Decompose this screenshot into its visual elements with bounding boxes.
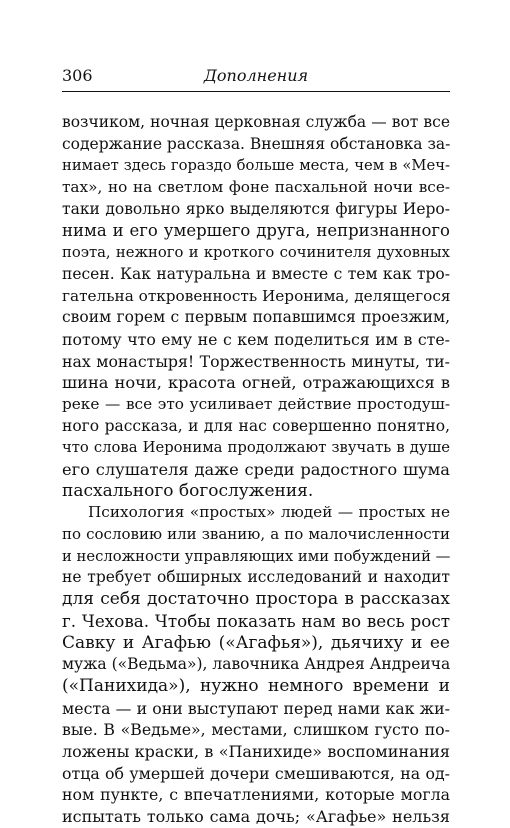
text-line: его слушателя даже среди радостного шума [62,460,450,479]
text-line: потому что ему не с кем поделиться им в сте- [62,329,450,349]
text-line: вые. В «Ведьме», местами, слишком густо по- [62,720,450,740]
text-line: нах монастыря! Торжественность минуты, ти- [62,351,450,371]
text-line: для себя достаточно простора в рассказах [62,589,450,610]
text-line: тах», но на светлом фоне пасхальной ночи все- [62,178,450,197]
text-line: пасхального богослужения. [62,480,314,501]
text-line: места — и они выступают перед нами как жи- [62,698,450,718]
running-header [62,66,450,90]
text-line: ного рассказа, и для нас совершенно понятно, [62,416,450,435]
text-line: ном пункте, с впечатлениями, которые могла [62,785,450,805]
text-line: отца об умершей дочери смешиваются, на од- [62,763,450,783]
text-line: Савку и Агафью («Агафья»), дьячиху и ее [62,632,450,653]
text-line: г. Чехова. Чтобы показать нам во весь рост [62,610,450,631]
text-line: реке — все это усиливает действие простодуш- [62,394,450,413]
text-line: и несложности управляющих ими побуждений — [62,547,451,565]
text-line: нимает здесь гораздо больше места, чем в «Меч- [62,157,450,175]
text-line: поэта, нежного и кроткого сочинителя духовных [62,244,450,262]
text-line: мужа («Ведьма»), лавочника Андрея Андреича [62,655,451,674]
page-number: 306 [62,66,93,85]
text-line: своим горем с первым попавшимся проезжим, [62,308,450,327]
body-text [62,112,450,828]
text-line: ложены краски, в «Панихиде» воспоминания [62,741,450,761]
text-line: шина ночи, красота огней, отражающихся в [62,373,450,393]
text-line: таки довольно ярко выделяются фигуры Иеро- [62,199,450,218]
header-rule [62,91,450,92]
text-line: гательна откровенность Иеронима, делящегося [62,286,451,305]
running-head-title: Дополнения [203,66,309,85]
text-line: что слова Иеронима продолжают звучать в душе [62,439,450,457]
text-line: нима и его умершего друга, непризнанного [62,221,450,241]
text-line: не требует обширных исследований и находит [62,568,450,587]
text-line: испытать только сама дочь; «Агафье» нельзя [62,807,450,826]
text-line: возчиком, ночная церковная служба — вот все [62,113,450,131]
text-line: песен. Как натуральна и вместе с тем как тро- [62,264,450,283]
text-line: («Панихида»), нужно немного времени и [62,675,450,696]
text-line: Психология «простых» людей — простых не [88,503,450,522]
text-line: по сословию или званию, а по малочисленности [62,525,450,544]
text-line: содержание рассказа. Внешняя обстановка за- [62,134,451,153]
